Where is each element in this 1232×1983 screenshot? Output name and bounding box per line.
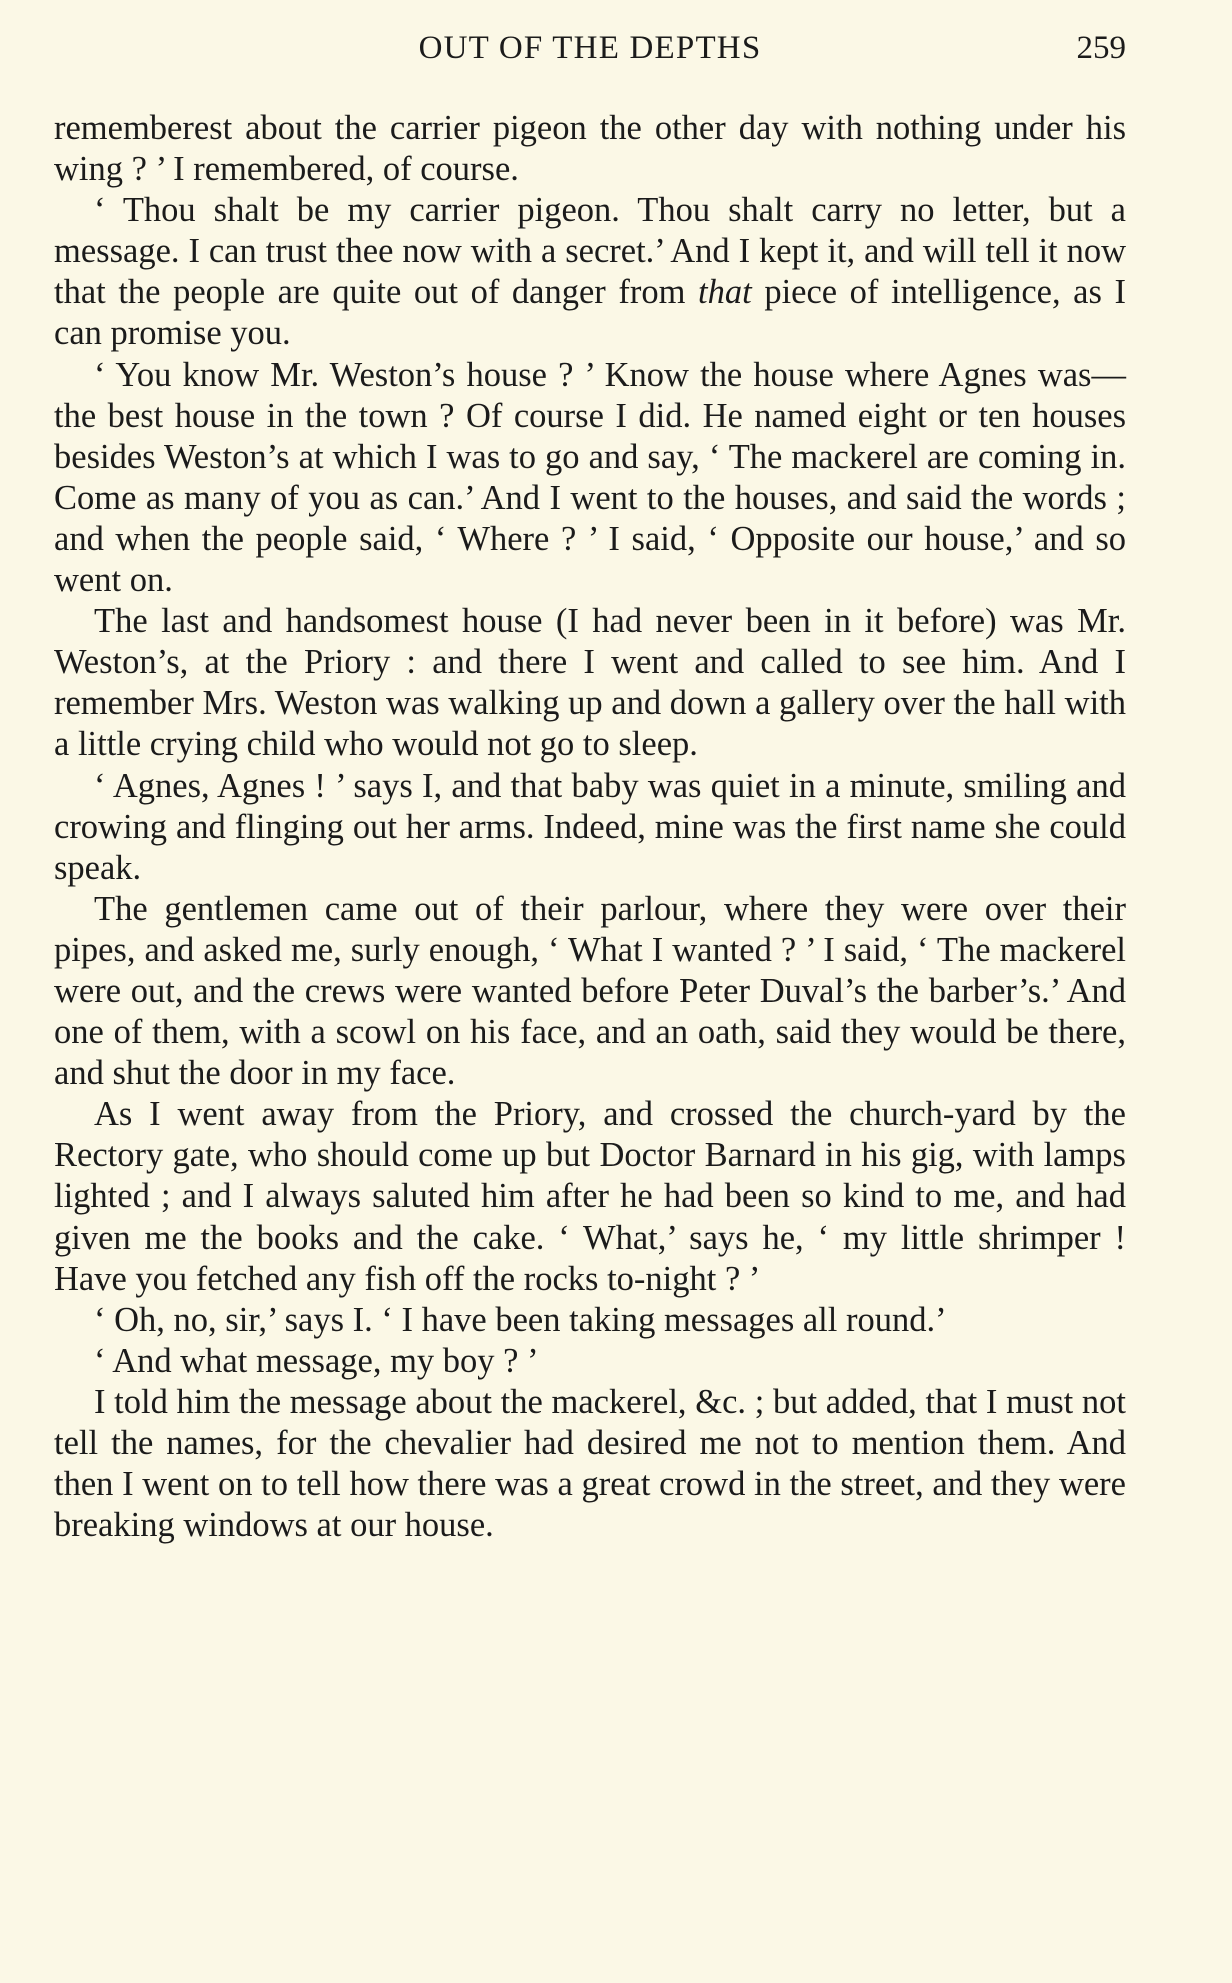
running-header [54, 26, 1126, 70]
paragraph-4-text: The last and handsomest house (I had never been in it before) was Mr. Weston’s, at the Priory : and there I went and called to see him. And I remember Mrs. Weston was walking up and down a gallery over the hall with a little crying child who would not go to sleep. [54, 602, 1126, 764]
paragraph-8 [54, 1300, 1126, 1341]
paragraph-1-text: rememberest about the carrier pigeon the other day with nothing under his wing ? ’ I remembered, of course. [54, 109, 1126, 189]
running-title: OUT OF THE DEPTHS [418, 30, 762, 66]
paragraph-1 [54, 108, 1126, 190]
paragraph-10-text: I told him the message about the mackerel, &c. ; but added, that I must not tell the names, for the chevalier had desired me not to mention them. And then I went on to tell how there was a great crowd in the street, and they were breaking windows at our house. [54, 1382, 1126, 1545]
paragraph-2-text-end: piece of intelligence, as I can promise you. [54, 273, 1126, 353]
page-number: 259 [1076, 30, 1126, 66]
paragraph-7 [54, 1094, 1126, 1299]
paragraph-5 [54, 766, 1126, 889]
paragraph-6-text: The gentlemen came out of their parlour, where they were over their pipes, and asked me, surly enough, ‘ What I wanted ? ’ I said, ‘ The mackerel were out, and the crews were wanted before Peter Duval’s the barber’s.’ And one of them, with a scowl on his face, and an oath, said they would be there, and shut the door in my face. [54, 889, 1126, 1093]
main-text [54, 108, 1126, 1546]
paragraph-3-text: ‘ You know Mr. Weston’s house ? ’ Know the house where Agnes was—the best house in the town ? Of course I did. He named eight or ten houses besides Weston’s at which I was to go and say, ‘ The mackerel are coming in. Come as many of you as can.’ And I went to the houses, and said the words ; and when the people said, ‘ Where ? ’ I said, ‘ Opposite our house,’ and so went on. [54, 355, 1126, 600]
paragraph-7-text: As I went away from the Priory, and crossed the church-yard by the Rectory gate, who should come up but Doctor Barnard in his gig, with lamps lighted ; and I always saluted him after he had been so kind to me, and had given me the books and the cake. ‘ What,’ says he, ‘ my little shrimper ! Have you fetched any fish off the rocks to-night ? ’ [54, 1095, 1126, 1298]
paragraph-6 [54, 889, 1126, 1094]
italic-word-that: that [698, 273, 752, 312]
paragraph-2-text-start: ‘ Thou shalt be my carrier pigeon. Thou shalt carry no letter, but a message. I can trust thee now with a secret.’ And I kept it, and will tell it now that the people are quite out of danger from [54, 191, 1126, 312]
paragraph-4 [54, 601, 1126, 765]
paragraph-3 [54, 355, 1126, 602]
paragraph-5-text: ‘ Agnes, Agnes ! ’ says I, and that baby was quiet in a minute, smiling and crowing and flinging out her arms. Indeed, mine was the first name she could speak. [54, 766, 1126, 887]
paragraph-9-text: ‘ And what message, my boy ? ’ [94, 1341, 539, 1380]
paragraph-9 [54, 1341, 1126, 1382]
paragraph-2 [54, 190, 1126, 354]
paragraph-10 [54, 1382, 1126, 1546]
paragraph-8-text: ‘ Oh, no, sir,’ says I. ‘ I have been taking messages all round.’ [94, 1300, 947, 1339]
